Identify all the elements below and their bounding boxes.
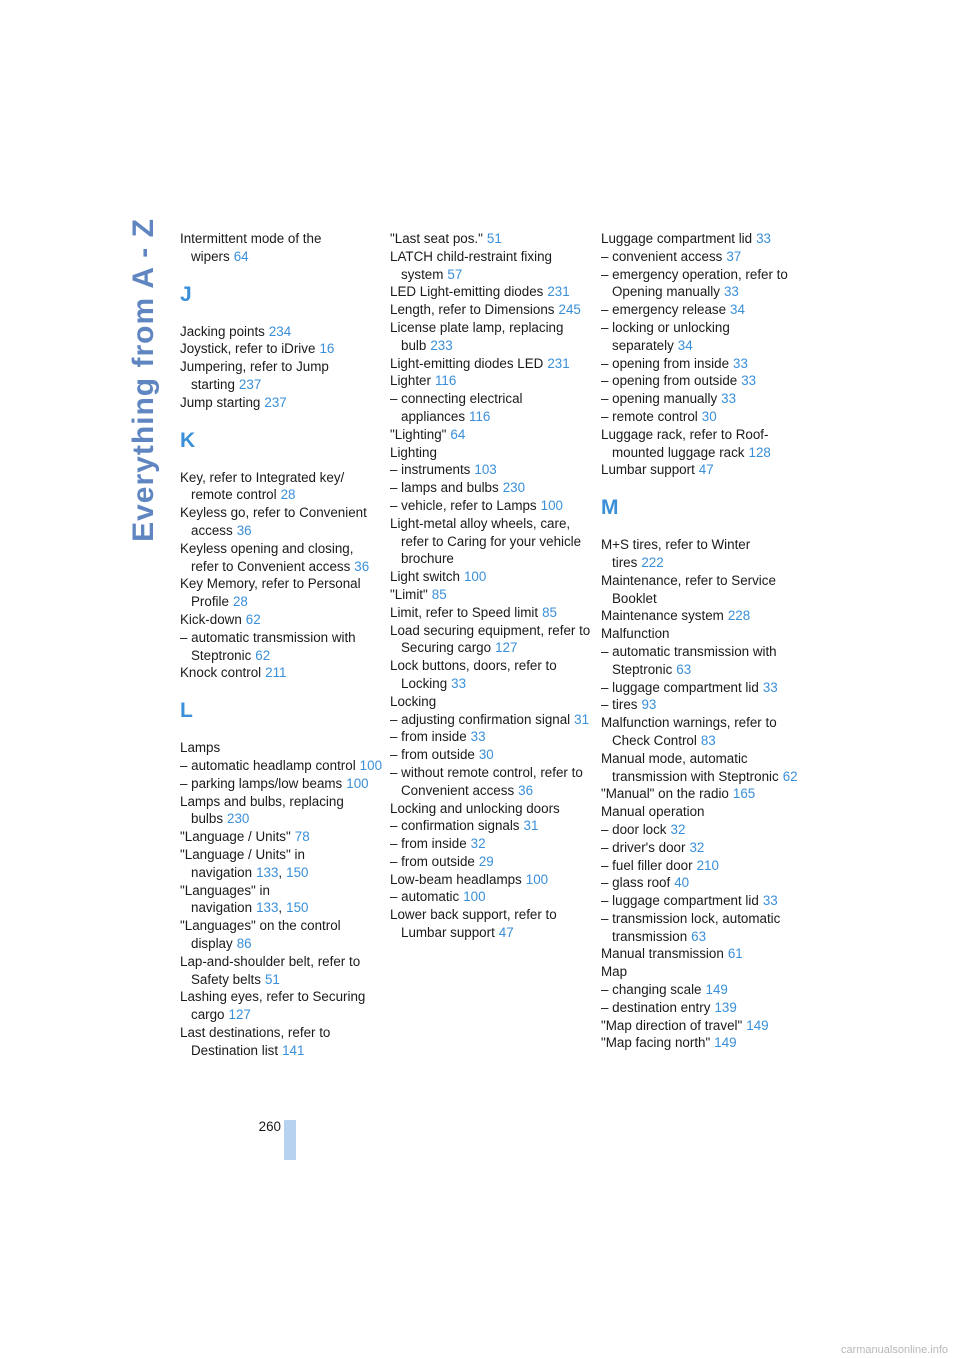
index-entry	[601, 355, 803, 373]
index-entry	[601, 963, 803, 981]
page-reference-link[interactable]: 36	[518, 782, 534, 798]
index-entry	[390, 817, 592, 835]
index-entry-text: – convenient access	[601, 248, 723, 264]
page-reference-link[interactable]: 57	[447, 266, 463, 282]
index-entry	[601, 696, 803, 714]
index-entry-text: "Lighting"	[390, 426, 447, 442]
index-entry	[390, 355, 592, 373]
page-reference-link[interactable]: 34	[677, 337, 693, 353]
index-entry-text: – automatic transmission with Steptronic	[180, 629, 356, 663]
section-side-title	[127, 218, 160, 542]
page-reference-link[interactable]: 28	[280, 487, 296, 503]
page-reference-link[interactable]: 64	[233, 248, 249, 264]
page-reference-link[interactable]: 127	[228, 1007, 251, 1023]
index-entry	[601, 821, 803, 839]
index-entry	[180, 882, 382, 918]
page-reference-link[interactable]: 63	[676, 661, 692, 677]
index-entry-text: "Languages" in navigation	[180, 882, 270, 916]
index-entry	[390, 444, 592, 462]
index-entry	[180, 1024, 382, 1060]
page-reference-link[interactable]: 33	[723, 284, 739, 300]
index-entry	[180, 775, 382, 793]
page-reference-link[interactable]: 33	[721, 391, 737, 407]
index-entry-text: – vehicle, refer to Lamps	[390, 497, 537, 513]
index-letter-heading: L	[180, 699, 193, 723]
index-entry-text: Key Memory, refer to Personal Profile	[180, 576, 361, 610]
page-reference-link[interactable]: 32	[689, 839, 705, 855]
index-entry	[390, 372, 592, 390]
index-entry	[390, 586, 592, 604]
index-entry-text: – from inside	[390, 836, 467, 852]
index-entry	[390, 800, 592, 818]
index-entry-text: Intermittent mode of the wipers	[180, 231, 322, 264]
index-entry-text: "Map direction of travel"	[601, 1017, 743, 1033]
index-entry	[601, 625, 803, 643]
page-reference-link[interactable]: 116	[469, 408, 491, 424]
index-entry-text: Luggage rack, refer to Roof-mounted luggage rack	[601, 426, 769, 460]
index-entry-text: Low-beam headlamps	[390, 871, 522, 887]
index-entry-text: Map	[601, 964, 628, 980]
index-entry-text: Luggage compartment lid	[601, 231, 753, 246]
index-entry-text: – destination entry	[601, 999, 711, 1015]
page-reference-link[interactable]: 32	[470, 836, 486, 852]
page-reference-link[interactable]: 85	[542, 604, 558, 620]
index-column-3	[601, 230, 803, 1052]
index-entry	[390, 711, 592, 729]
index-entry	[180, 629, 382, 665]
section-title-text: Everything from A - Z	[127, 218, 160, 542]
index-entry-text: – without remote control, refer to Convenient access	[390, 764, 583, 798]
index-entry-text: – tires	[601, 697, 638, 713]
page-reference-link[interactable]: 32	[670, 821, 686, 837]
page-reference-link[interactable]: 33	[451, 675, 467, 691]
page-reference-link[interactable]: 139	[714, 999, 737, 1015]
index-letter-heading: M	[601, 496, 619, 520]
index-entry-text: Lighting	[390, 444, 437, 460]
page-reference-link[interactable]: 133	[256, 864, 279, 880]
index-entry	[390, 319, 592, 355]
watermark: carmanualsonline.info	[840, 1344, 948, 1356]
index-entry	[601, 714, 803, 750]
page-reference-link[interactable]: 237	[238, 376, 262, 392]
index-entry	[601, 981, 803, 999]
index-entry-text: – lamps and bulbs	[390, 480, 499, 496]
index-entry-text: – remote control	[601, 408, 698, 424]
index-entry	[601, 230, 803, 248]
index-entry-text: Key, refer to Integrated key/ remote control	[180, 469, 345, 503]
page-reference-link[interactable]: 51	[264, 971, 280, 987]
index-entry-text: Jacking points	[180, 323, 265, 339]
index-letter-heading: K	[180, 428, 196, 452]
index-entry	[390, 693, 592, 711]
index-entry	[601, 874, 803, 892]
page-reference-link[interactable]: 86	[236, 935, 252, 951]
page-reference-link[interactable]: 51	[486, 231, 502, 246]
index-entry-text: – parking lamps/low beams	[180, 775, 343, 791]
index-entry-text: M+S tires, refer to Winter tires	[601, 537, 751, 570]
page-reference-link[interactable]: 230	[227, 811, 250, 827]
index-entry	[180, 953, 382, 989]
index-entry-text: Keyless opening and closing, refer to Convenient access	[180, 540, 354, 574]
page-reference-link[interactable]: 33	[762, 893, 778, 909]
page-reference-link[interactable]: 47	[698, 462, 714, 478]
index-entry-text: Malfunction warnings, refer to Check Control	[601, 715, 777, 748]
index-entry-text: Maintenance, refer to Service Booklet	[601, 572, 776, 606]
page-reference-link[interactable]: 28	[232, 594, 248, 610]
index-entry	[180, 739, 382, 757]
index-entry-text: Lamps	[180, 740, 221, 756]
page-number-bar	[284, 1120, 296, 1160]
index-entry-text: Lamps and bulbs, replacing bulbs	[180, 793, 344, 827]
index-entry	[390, 230, 592, 248]
index-entry-text: – opening manually	[601, 391, 718, 407]
page-reference-link[interactable]: 31	[523, 818, 539, 834]
index-entry	[180, 230, 382, 266]
page-reference-link[interactable]: 16	[319, 341, 335, 357]
page-reference-link[interactable]: 150	[286, 864, 309, 880]
index-entry-text: "Last seat pos."	[390, 231, 483, 246]
index-entry-text: – from inside	[390, 729, 467, 745]
index-entry-text: – from outside	[390, 853, 475, 869]
index-entry	[601, 803, 803, 821]
page-reference-link[interactable]: 33	[733, 355, 748, 371]
index-entry	[180, 540, 382, 576]
index-entry	[601, 572, 803, 608]
page-reference-link[interactable]: 149	[705, 982, 728, 998]
page-reference-link[interactable]: 100	[540, 497, 563, 513]
index-entry	[390, 764, 592, 800]
index-entry	[601, 643, 803, 679]
index-entry-text: "Language / Units" in navigation	[180, 846, 305, 880]
index-entry	[390, 301, 592, 319]
page-reference-link[interactable]: 165	[732, 786, 756, 802]
page-reference-link[interactable]: 62	[245, 611, 261, 627]
index-entry-text: Manual transmission	[601, 946, 724, 962]
page-reference-link[interactable]: 40	[674, 875, 690, 891]
index-entry-text: – transmission lock, automatic transmission	[601, 910, 781, 944]
index-entry	[390, 853, 592, 871]
page-reference-link[interactable]: 103	[474, 462, 497, 478]
index-entry-text: Length, refer to Dimensions	[390, 302, 555, 318]
index-entry-text: – instruments	[390, 462, 471, 478]
index-entry	[180, 988, 382, 1024]
index-entry-text: "Manual" on the radio	[601, 786, 729, 802]
index-entry-text: LED Light-emitting diodes	[390, 284, 544, 300]
page-reference-link[interactable]: 33	[762, 679, 778, 695]
page-reference-link[interactable]: 100	[359, 757, 383, 773]
index-entry-text: Lighter	[390, 373, 431, 389]
index-entry	[180, 917, 382, 953]
page-reference-link[interactable]: 78	[294, 829, 310, 845]
page-reference-link[interactable]: 150	[286, 900, 309, 916]
page-reference-link[interactable]: 47	[498, 925, 514, 941]
page-reference-link[interactable]: 211	[265, 665, 287, 681]
page-ref-separator: ,	[278, 900, 283, 916]
index-entry-text: Joystick, refer to iDrive	[180, 341, 316, 357]
index-column-1	[180, 230, 382, 1059]
index-entry-text: Maintenance system	[601, 608, 724, 624]
index-entry-text: "Map facing north"	[601, 1035, 711, 1051]
index-entry	[390, 461, 592, 479]
index-entry-text: Load securing equipment, refer to Securing cargo	[390, 622, 591, 656]
index-entry	[390, 871, 592, 889]
index-entry-text: Lumbar support	[601, 462, 695, 478]
index-entry-text: Manual mode, automatic transmission with Steptronic	[601, 750, 779, 784]
index-entry	[390, 426, 592, 444]
index-entry-text: "Language / Units"	[180, 829, 291, 845]
index-entry	[180, 611, 382, 629]
index-entry	[390, 906, 592, 942]
index-entry-text: Lashing eyes, refer to Securing cargo	[180, 989, 366, 1023]
index-entry	[601, 679, 803, 697]
page-reference-link[interactable]: 100	[525, 871, 549, 887]
page-reference-link[interactable]: 30	[478, 747, 494, 763]
index-entry	[601, 319, 803, 355]
page-number: 260	[258, 1119, 281, 1134]
index-entry-text: – confirmation signals	[390, 818, 520, 834]
index-entry	[390, 497, 592, 515]
index-entry	[601, 999, 803, 1017]
index-entry-text: – driver's door	[601, 839, 686, 855]
page-reference-link[interactable]: 133	[256, 900, 279, 916]
index-entry	[601, 910, 803, 946]
index-entry	[390, 746, 592, 764]
index-entry	[180, 846, 382, 882]
page-reference-link[interactable]: 100	[463, 889, 486, 905]
index-entry-text: Malfunction	[601, 626, 670, 642]
index-entry-text: – automatic headlamp control	[180, 757, 356, 773]
index-entry	[601, 372, 803, 390]
page-reference-link[interactable]: 33	[741, 373, 757, 389]
index-entry-text: Limit, refer to Speed limit	[390, 604, 539, 620]
index-entry-text: Last destinations, refer to Destination list	[180, 1024, 331, 1058]
index-entry-text: – door lock	[601, 821, 667, 837]
page-reference-link[interactable]: 37	[726, 248, 742, 264]
index-entry	[601, 301, 803, 319]
index-entry	[601, 785, 803, 803]
page-ref-separator: ,	[278, 864, 283, 880]
index-entry	[390, 568, 592, 586]
index-entry	[390, 283, 592, 301]
index-entry	[601, 1017, 803, 1035]
index-entry	[601, 892, 803, 910]
page-reference-link[interactable]: 93	[641, 697, 657, 713]
index-entry-text: Keyless go, refer to Convenient access	[180, 505, 367, 538]
index-entry-text: Knock control	[180, 665, 262, 681]
page-reference-link[interactable]: 34	[730, 302, 745, 318]
index-entry-text: – connecting electrical appliances	[390, 391, 523, 424]
index-entry-text: "Languages" on the control display	[180, 918, 341, 951]
index-entry-text: – opening from outside	[601, 373, 738, 389]
page-reference-link[interactable]: 64	[450, 426, 466, 442]
index-entry	[601, 839, 803, 857]
index-entry	[601, 248, 803, 266]
index-entry-text: License plate lamp, replacing bulb	[390, 319, 564, 353]
index-entry	[180, 757, 382, 775]
index-entry	[390, 622, 592, 658]
index-entry-text: – emergency operation, refer to Opening manually	[601, 266, 788, 300]
index-entry	[390, 728, 592, 746]
index-entry-text: – automatic	[390, 889, 460, 905]
index-letter-heading: J	[180, 282, 192, 306]
index-entry	[601, 426, 803, 462]
index-entry	[180, 828, 382, 846]
index-entry-text: Lock buttons, doors, refer to Locking	[390, 658, 557, 691]
index-entry-text: – fuel filler door	[601, 857, 693, 873]
index-entry-text: – opening from inside	[601, 355, 730, 371]
index-entry-text: Locking	[390, 693, 437, 709]
index-entry-text: Jump starting	[180, 394, 261, 410]
index-entry-text: – emergency release	[601, 302, 727, 318]
page-reference-link[interactable]: 33	[756, 231, 772, 246]
index-entry	[601, 536, 803, 572]
index-entry	[390, 835, 592, 853]
page-reference-link[interactable]: 85	[431, 586, 447, 602]
index-entry	[180, 394, 382, 412]
page-reference-link[interactable]: 33	[470, 729, 486, 745]
index-entry	[390, 390, 592, 426]
index-entry-text: Light-metal alloy wheels, care, refer to Caring for your vehicle brochure	[390, 515, 582, 567]
index-entry	[390, 657, 592, 693]
index-entry	[390, 888, 592, 906]
page-reference-link[interactable]: 233	[430, 337, 453, 353]
index-entry	[601, 266, 803, 302]
index-entry	[180, 469, 382, 505]
index-entry	[601, 1034, 803, 1052]
page-reference-link[interactable]: 36	[236, 522, 252, 538]
index-entry-text: – luggage compartment lid	[601, 679, 759, 695]
page-reference-link[interactable]: 237	[264, 394, 287, 410]
page-reference-link[interactable]: 128	[748, 444, 771, 460]
page-reference-link[interactable]: 234	[268, 323, 292, 339]
index-entry	[180, 504, 382, 540]
index-entry	[180, 664, 382, 682]
index-entry	[180, 575, 382, 611]
index-entry-text: – adjusting confirmation signal	[390, 711, 571, 727]
page-reference-link[interactable]: 231	[547, 355, 570, 371]
index-entry-text: Locking and unlocking doors	[390, 800, 560, 816]
page-reference-link[interactable]: 127	[495, 640, 518, 656]
page-reference-link[interactable]: 31	[574, 711, 590, 727]
page-reference-link[interactable]: 230	[502, 480, 526, 496]
index-entry-text: Light-emitting diodes LED	[390, 355, 544, 371]
index-entry	[601, 461, 803, 479]
page-reference-link[interactable]: 83	[700, 732, 716, 748]
index-entry-text: – luggage compartment lid	[601, 893, 759, 909]
index-entry	[601, 750, 803, 786]
index-entry	[390, 479, 592, 497]
page-reference-link[interactable]: 116	[434, 373, 457, 389]
index-entry-text: – glass roof	[601, 875, 671, 891]
index-entry	[601, 857, 803, 875]
page-reference-link[interactable]: 141	[282, 1042, 305, 1058]
index-entry-text: – changing scale	[601, 982, 702, 998]
index-entry-text: Kick-down	[180, 611, 242, 627]
index-entry	[601, 607, 803, 625]
page-reference-link[interactable]: 149	[714, 1035, 737, 1051]
index-entry	[601, 390, 803, 408]
index-entry-text: – locking or unlocking separately	[601, 319, 730, 353]
page-reference-link[interactable]: 231	[547, 284, 570, 300]
page-reference-link[interactable]: 63	[691, 928, 707, 944]
page-reference-link[interactable]: 149	[746, 1017, 769, 1033]
index-entry-text: – automatic transmission with Steptronic	[601, 643, 777, 677]
index-entry	[390, 248, 592, 284]
index-entry	[180, 340, 382, 358]
page-reference-link[interactable]: 222	[641, 554, 664, 570]
page-reference-link[interactable]: 36	[354, 558, 370, 574]
index-entry	[180, 323, 382, 341]
index-entry-text: "Limit"	[390, 586, 428, 602]
index-column-2	[390, 230, 592, 942]
page-reference-link[interactable]: 62	[255, 647, 271, 663]
index-entry-text: Lower back support, refer to Lumbar support	[390, 907, 557, 941]
page-reference-link[interactable]: 100	[346, 775, 369, 791]
index-entry	[601, 408, 803, 426]
index-entry	[180, 358, 382, 394]
page-reference-link[interactable]: 30	[701, 408, 717, 424]
index-entry	[390, 515, 592, 568]
index-entry	[180, 793, 382, 829]
page-reference-link[interactable]: 228	[727, 608, 751, 624]
page-reference-link[interactable]: 245	[558, 302, 581, 318]
page-reference-link[interactable]: 100	[463, 569, 487, 585]
index-entry	[390, 604, 592, 622]
page-reference-link[interactable]: 62	[782, 768, 798, 784]
index-entry-text: Light switch	[390, 569, 460, 585]
index-entry-text: LATCH child-restraint fixing system	[390, 248, 552, 282]
page-reference-link[interactable]: 61	[727, 946, 743, 962]
index-entry-text: Manual operation	[601, 804, 705, 820]
page-reference-link[interactable]: 29	[478, 853, 494, 869]
index-entry-text: – from outside	[390, 747, 475, 763]
index-entry	[601, 945, 803, 963]
index-entry-text: Jumpering, refer to Jump starting	[180, 359, 329, 392]
index-entry-text: Lap-and-shoulder belt, refer to Safety belts	[180, 953, 361, 987]
page-reference-link[interactable]: 210	[696, 857, 719, 873]
